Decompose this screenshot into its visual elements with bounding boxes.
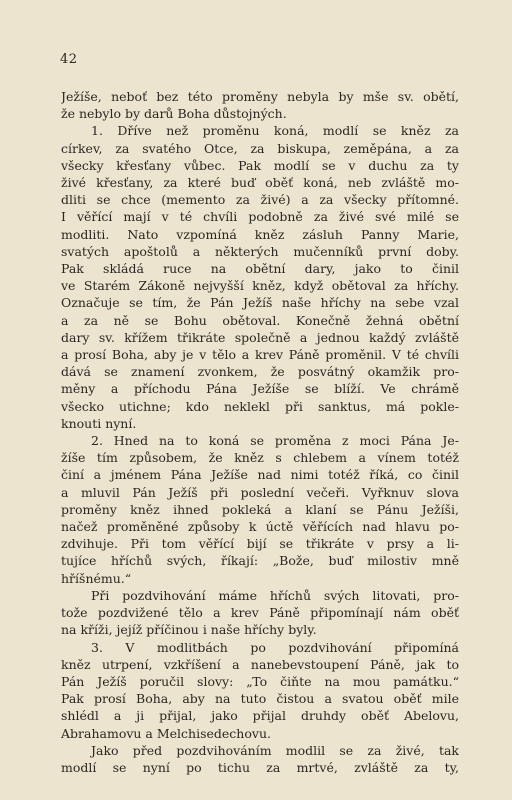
text-line: tože pozdvižené tělo a krev Páně připomínají nám oběť <box>61 605 459 621</box>
text-line: 1. Dříve než proměnu koná, modlí se kněz za <box>91 123 459 139</box>
text-line: dary sv. křížem třikráte společně a jednou každý zvláště <box>61 329 459 345</box>
text-line: modlí se nyní po tichu za mrtvé, zvláště za ty, <box>61 759 459 775</box>
text-line: načež proměněné způsoby k úctě věřících nad hlavu po- <box>61 519 459 535</box>
text-line: zdvihuje. Při tom věřící bijí se třikráte v prsy a li- <box>61 536 459 552</box>
text-line: kněz utrpení, vzkříšení a nanebevstoupení Páně, jak to <box>61 656 459 672</box>
body-text <box>61 88 459 776</box>
text-line: měny a příchodu Pána Ježíše se blíží. Ve chrámě <box>61 381 459 397</box>
text-line: Abrahamovu a Melchisedechovu. <box>61 725 271 741</box>
text-line: všecko utichne; kdo neklekl při sanktus, má pokle- <box>61 398 459 414</box>
text-line: ve Starém Zákoně nejvyšší kněz, když obětoval za hříchy. <box>61 278 459 294</box>
text-line: činí a jménem Pána Ježíše nad nimi totéž říká, co činil <box>61 467 459 483</box>
text-line: Jako před pozdvihováním modlil se za živé, tak <box>91 742 459 758</box>
text-line: dliti se chce (memento za živé) a za všecky přítomné. <box>61 192 459 208</box>
text-line: na kříži, jejíž příčinou i naše hříchy byly. <box>61 622 317 638</box>
text-line: I věřící mají v té chvíli podobně za živé své milé se <box>61 209 459 225</box>
text-line: 3. V modlitbách po pozdvihování připomíná <box>91 639 459 655</box>
text-line: hříšnému.“ <box>61 570 132 586</box>
text-line: Při pozdvihování máme hříchů svých litovati, pro- <box>91 587 459 603</box>
text-line: všecky křesťany vůbec. Pak modlí se v duchu za ty <box>61 157 459 173</box>
text-line: živé křesťany, za které buď oběť koná, neb zvláště mo- <box>61 175 459 191</box>
page-number: 42 <box>60 52 78 67</box>
text-line: 2. Hned na to koná se proměna z moci Pána Je- <box>91 433 459 449</box>
text-line: proměny kněz ihned pokleká a klaní se Pánu Ježíši, <box>61 501 459 517</box>
text-line: a prosí Boha, aby je v tělo a krev Páně proměnil. V té chvíli <box>61 347 459 363</box>
text-line: tujíce hříchů svých, říkají: „Bože, buď milostiv mně <box>61 553 459 569</box>
text-line: Ježíše, neboť bez této proměny nebyla by mše sv. obětí, <box>61 89 459 104</box>
text-line: a za ně se Bohu obětoval. Konečně žehná obětní <box>61 312 459 328</box>
text-line: žíše tím způsobem, že kněz s chlebem a vínem totéž <box>61 450 459 466</box>
text-line: Označuje se tím, že Pán Ježíš naše hříchy na sebe vzal <box>61 295 459 311</box>
text-line: že nebylo by darů Boha důstojných. <box>61 106 287 122</box>
text-line: Pán Ježíš poručil slovy: „To čiňte na mou památku.“ <box>61 673 459 689</box>
text-line: knouti nyní. <box>61 415 137 431</box>
text-line: Pak prosí Boha, aby na tuto čistou a svatou oběť mile <box>61 691 459 707</box>
text-line: dává se znamení zvonkem, že posvátný okamžik pro- <box>61 364 459 380</box>
text-line: a mluvil Pán Ježíš při poslední večeři. Vyřknuv slova <box>61 484 459 500</box>
text-line: shlédl a ji přijal, jako přijal druhdy oběť Abelovu, <box>61 708 459 724</box>
text-line: Pak skládá ruce na obětní dary, jako to činil <box>61 261 459 277</box>
text-line: svatých apoštolů a některých mučenníků první doby. <box>61 243 459 259</box>
text-line: církev, za svatého Otce, za biskupa, zeměpána, a za <box>61 140 459 156</box>
text-line: modliti. Nato vzpomíná kněz zásluh Panny Marie, <box>61 226 459 242</box>
